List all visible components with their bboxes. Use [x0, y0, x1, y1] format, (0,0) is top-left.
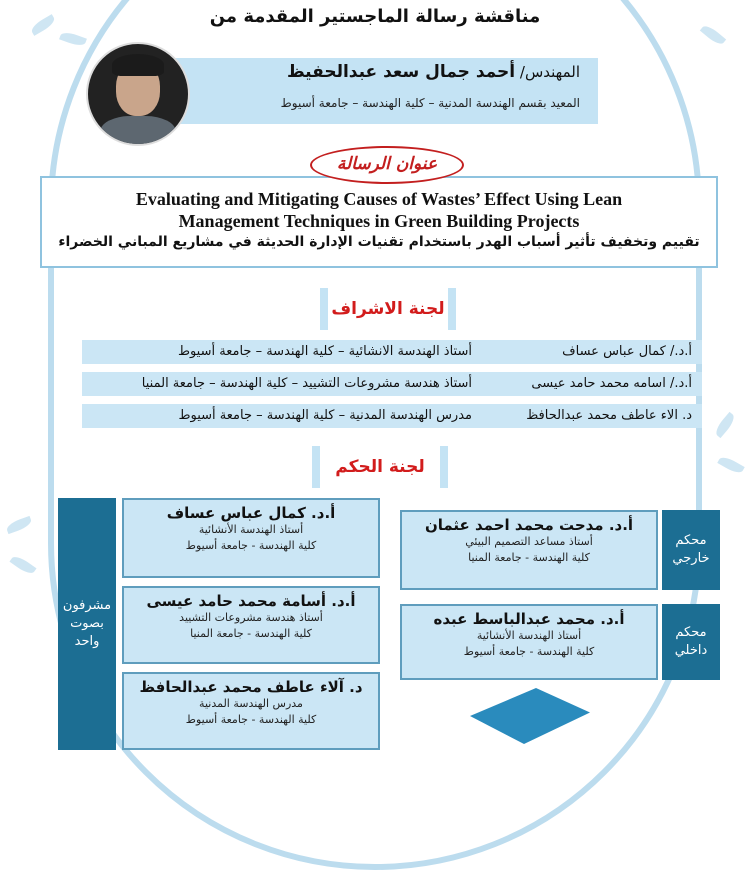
- member-title: أستاذ هندسة مشروعات التشييد: [179, 611, 323, 624]
- supervisor-row: [82, 340, 702, 364]
- thesis-badge: عنوان الرسالة: [310, 146, 464, 184]
- member-name: أ.د. كمال عباس عساف: [166, 504, 336, 522]
- thesis-title-en: [42, 188, 716, 232]
- committee-heading: لجنة الحكم: [320, 446, 440, 488]
- supervision-heading: لجنة الاشراف: [328, 288, 448, 330]
- candidate-name: أحمد جمال سعد عبدالحفيظ: [286, 62, 516, 82]
- thesis-title-box: [40, 176, 718, 268]
- committee-supervisor-card: [122, 672, 380, 750]
- thesis-title-en-line1: Evaluating and Mitigating Causes of Wastes’ Effect Using Lean: [135, 189, 623, 209]
- member-name: أ.د. أسامة محمد حامد عيسى: [146, 592, 356, 610]
- candidate-affiliation: المعيد بقسم الهندسة المدنية – كلية الهندسة – جامعة أسيوط: [280, 96, 580, 110]
- thesis-title-ar: تقييم وتخفيف تأثير أسباب الهدر باستخدام تقنيات الإدارة الحديثة في مشاريع المباني الخضراء: [58, 234, 700, 250]
- leaf-decoration: [9, 553, 36, 576]
- supervisor-name: أ.د./ كمال عباس عساف: [562, 344, 692, 359]
- supervisor-affiliation: مدرس الهندسة المدنية – كلية الهندسة – جامعة أسيوط: [178, 408, 472, 423]
- member-affiliation: كلية الهندسة - جامعة المنيا: [190, 627, 312, 640]
- supervisor-name: د. الاء عاطف محمد عبدالحافظ: [526, 408, 692, 423]
- member-affiliation: كلية الهندسة - جامعة أسيوط: [463, 645, 595, 658]
- member-title: مدرس الهندسة المدنية: [199, 697, 303, 710]
- candidate-name-line: [287, 62, 580, 82]
- member-name: أ.د. محمد عبدالباسط عبده: [433, 610, 625, 628]
- member-affiliation: كلية الهندسة - جامعة المنيا: [468, 551, 590, 564]
- member-name: أ.د. مدحت محمد احمد عثمان: [424, 516, 634, 534]
- supervisor-affiliation: أستاذ الهندسة الانشائية – كلية الهندسة – جامعة أسيوط: [177, 344, 472, 359]
- member-title: أستاذ مساعد التصميم البيئي: [465, 535, 593, 548]
- thesis-title-en-line2: Management Techniques in Green Building Projects: [178, 211, 580, 231]
- member-title: أستاذ الهندسة الأنشائية: [476, 629, 582, 642]
- supervisor-row: [82, 372, 702, 396]
- member-affiliation: كلية الهندسة - جامعة أسيوط: [185, 539, 317, 552]
- supervisor-affiliation: أستاذ هندسة مشروعات التشييد – كلية الهندسة – جامعة المنيا: [141, 376, 472, 391]
- member-name: د. آلاء عاطف محمد عبدالحافظ: [139, 678, 363, 696]
- internal-examiner-card: [400, 604, 658, 680]
- external-examiner-label: محكم خارجي: [662, 510, 720, 590]
- internal-examiner-label: محكم داخلي: [662, 604, 720, 680]
- member-title: أستاذ الهندسة الأنشائية: [198, 523, 304, 536]
- external-examiner-card: [400, 510, 658, 590]
- leaf-decoration: [59, 30, 87, 48]
- committee-supervisor-card: [122, 498, 380, 578]
- member-affiliation: كلية الهندسة - جامعة أسيوط: [185, 713, 317, 726]
- committee-supervisor-card: [122, 586, 380, 664]
- leaf-decoration: [713, 412, 737, 438]
- candidate-photo: [86, 42, 190, 146]
- joint-supervisors-label: مشرفون بصوت واحد: [58, 498, 116, 750]
- supervisor-name: أ.د./ اسامه محمد حامد عيسى: [531, 376, 692, 391]
- supervisor-row: [82, 404, 702, 428]
- leaf-decoration: [5, 516, 33, 534]
- candidate-prefix: المهندس/: [519, 63, 580, 81]
- page-title: مناقشة رسالة الماجستير المقدمة من: [209, 6, 541, 27]
- leaf-decoration: [717, 454, 745, 476]
